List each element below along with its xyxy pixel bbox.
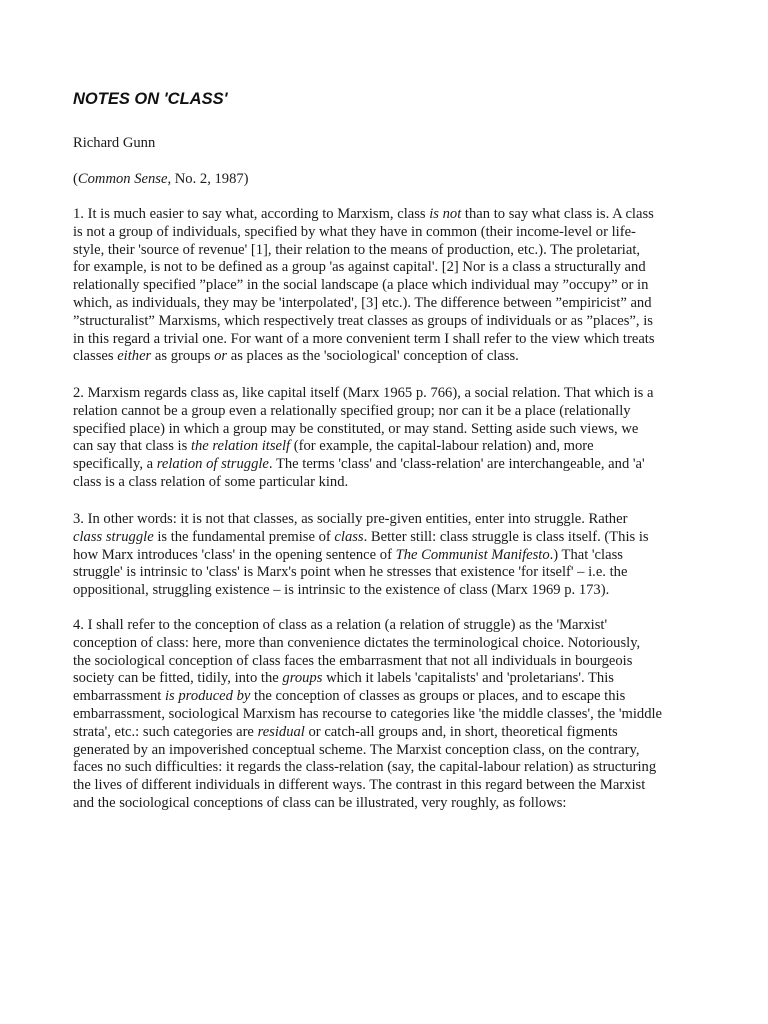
emphasis-text: The Communist Manifesto [395,546,550,563]
paragraph-line [73,474,695,492]
text-run: or catch-all groups and, in short, theoretical figments [304,723,618,740]
emphasis-text: class struggle [73,528,154,545]
emphasis-text: class [334,528,364,545]
text-run: relationally specified ”place” in the social landscape (a place which individual may ”occupy” or in [73,277,649,294]
paragraph-line [73,529,695,547]
paragraph-line [73,348,695,366]
text-run: 2. Marxism regards class as, like capital itself (Marx 1965 p. 766), a social relation. That which is a [73,385,654,401]
text-run: than to say what class is. A class [461,206,654,222]
text-run: strata', etc.: such categories are [73,723,258,740]
text-run: can say that class is [73,438,191,455]
paragraph-line [73,670,695,688]
paragraph-line [73,421,695,439]
document-title: NOTES ON 'CLASS' [73,90,228,108]
text-run: struggle' is intrinsic to 'class' is Marx's point when he stresses that existence 'for itself' – i.e. the [73,564,628,581]
text-run: which it labels 'capitalists' and 'proletarians'. This [322,670,614,687]
text-run: specifically, a [73,456,157,473]
paragraph-line [73,313,695,331]
paragraph-line [73,456,695,474]
text-run: (for example, the capital-labour relation) and, more [290,438,594,455]
text-run: 1. It is much easier to say what, according to Marxism, class [73,206,430,222]
text-run: in this regard a trivial one. For want of a more convenient term I shall refer to the view which treats [73,330,655,347]
emphasis-text: the relation itself [190,438,291,455]
source-details: , No. 2, 1987) [167,171,249,187]
paragraph-line [73,795,695,813]
emphasis-text: or [214,348,228,365]
text-run: is the fundamental premise of [153,528,335,545]
text-run: the lives of different individuals in different ways. The contrast in this regard between the Marxist [73,777,646,794]
paragraph-line [73,635,695,653]
paragraph-1 [73,206,695,366]
text-run: . The terms 'class' and 'class-relation' are interchangeable, and 'a' [268,456,645,473]
paragraph-line [73,224,695,242]
paragraph-line [73,403,695,421]
paragraph-line [73,564,695,582]
text-run: faces no such difficulties: it regards the class-relation (say, the capital-labour relation) as structuring [73,759,657,776]
paragraph-line [73,277,695,295]
paragraph-line [73,724,695,742]
emphasis-text: residual [257,723,305,740]
source-journal: Common Sense [77,171,168,187]
text-run: style, their 'source of revenue' [1], their relation to the means of production, etc.). The proletariat, [73,241,641,258]
paragraph-line [73,653,695,671]
text-run: how Marx introduces 'class' in the opening sentence of [73,546,396,563]
text-run: society can be fitted, tidily, into the [73,670,283,687]
text-run: the conception of classes as groups or places, and to escape this [250,688,626,705]
paragraph-line [73,582,695,600]
text-run: 3. In other words: it is not that classes, as socially pre-given entities, enter into struggle. Rather [73,511,628,527]
emphasis-text: is produced by [165,688,251,705]
text-run: the sociological conception of class faces the embarrasment that not all individuals in bourgeois [73,652,633,669]
paragraph-line [73,295,695,313]
paragraph-line [73,759,695,777]
text-run: oppositional, struggling existence – is intrinsic to the existence of class (Marx 1969 p. 173). [73,582,610,599]
text-run: which, as individuals, they may be 'interpolated', [3] etc.). The difference between ”empiricist” and [73,294,652,311]
text-run: . Better still: class struggle is class itself. (This is [363,528,649,545]
author-name: Richard Gunn [73,135,156,151]
paragraph-line [73,331,695,349]
text-run: embarrassment, sociological Marxism has recourse to categories like 'the middle classes', the 'middle [73,705,663,722]
emphasis-text: groups [282,670,323,687]
text-run: .) That 'class [549,546,623,563]
text-run: 4. I shall refer to the conception of class as a relation (a relation of struggle) as the 'Marxist' [73,617,608,633]
paragraph-4 [73,617,695,813]
text-run: relation cannot be a group even a relationally specified group; nor can it be a place (relationally [73,402,631,419]
paragraph-line [73,777,695,795]
paragraph-line [73,385,695,403]
paragraph-line [73,742,695,760]
text-run: for example, is not to be defined as a group 'as against capital'. [2] Nor is a class a structurally and [73,259,646,276]
text-run: class is a class relation of some particular kind. [73,473,349,490]
source-open: ( [73,171,78,187]
paragraph-3 [73,511,695,600]
text-run: and the sociological conceptions of class can be illustrated, very roughly, as follows: [73,794,567,811]
paragraph-line [73,688,695,706]
text-run: as places as the 'sociological' conception of class. [227,348,519,365]
text-run: is not a group of individuals, specified by what they have in common (their income-level or life- [73,223,636,240]
text-run: ”structuralist” Marxisms, which respectively treat classes as groups of individuals or as ”places”, is [73,312,653,329]
text-run: generated by an impoverished conceptual scheme. The Marxist conception class, on the contrary, [73,741,640,758]
emphasis-text: either [117,348,152,365]
paragraph-line [73,438,695,456]
text-run: specified place) in which a group may be constituted, or may stand. Setting aside such views, we [73,420,639,437]
paragraph-line [73,511,695,529]
text-run: classes [73,348,118,365]
paragraph-line [73,706,695,724]
paragraph-line [73,259,695,277]
paragraph-line [73,242,695,260]
emphasis-text: is not [429,206,462,222]
text-run: conception of class: here, more than convenience dictates the terminological choice. Notoriously, [73,634,641,651]
text-run: as groups [151,348,215,365]
emphasis-text: relation of struggle [156,456,269,473]
paragraph-line [73,206,695,224]
text-run: embarrassment [73,688,165,705]
paragraph-2 [73,385,695,492]
paragraph-line [73,547,695,565]
source-citation [73,171,249,189]
paragraph-line [73,617,695,635]
